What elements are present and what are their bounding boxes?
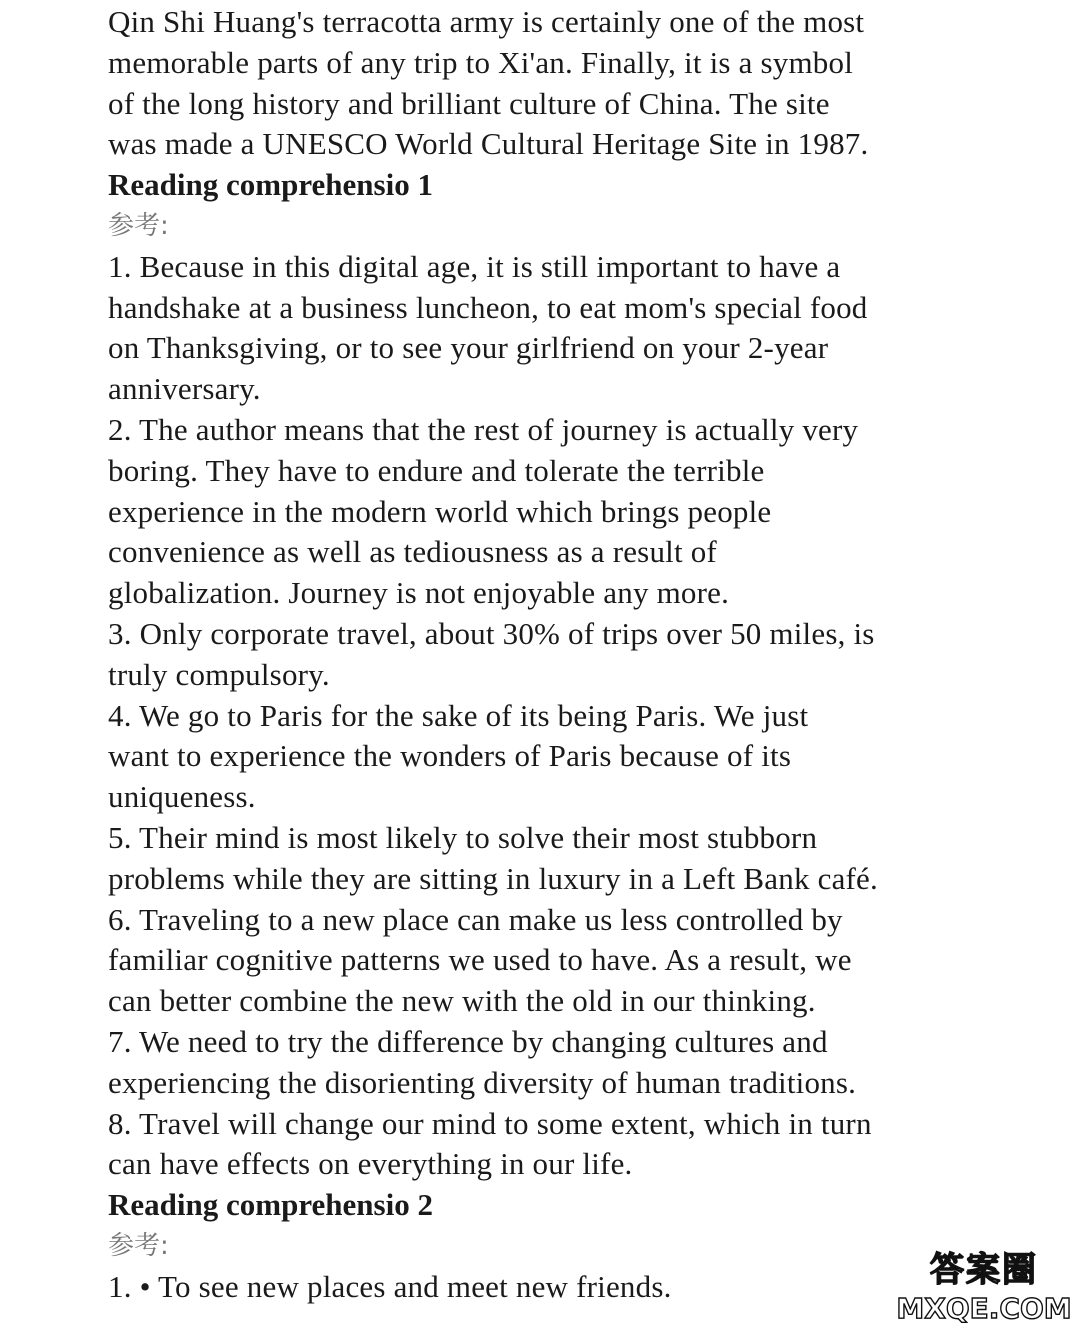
text-line: Qin Shi Huang's terracotta army is certainly one of the most [108,4,865,39]
answer-line: want to experience the wonders of Paris because of its [108,738,792,774]
answer-line: on Thanksgiving, or to see your girlfriend on your 2-year [108,330,829,366]
text-line: memorable parts of any trip to Xi'an. Finally, it is a symbol [108,44,854,80]
answer-line: experience in the modern world which brings people [108,493,772,529]
answer-line: can better combine the new with the old in our thinking. [108,983,816,1019]
answer-line: can have effects on everything in our life. [108,1146,633,1182]
watermark-text-top: 答案圈 [930,1250,1038,1290]
reference-label: 参考: [108,1230,169,1261]
site-watermark-logo [896,1248,1072,1328]
answer-line: familiar cognitive patterns we used to have. As a result, we [108,942,852,978]
section-heading: Reading comprehensio 2 [108,1187,433,1223]
answer-line: 7. We need to try the difference by changing cultures and [108,1023,828,1059]
answer-line: convenience as well as tediousness as a result of [108,534,717,570]
answer-line: 5. Their mind is most likely to solve their most stubborn [108,819,818,855]
answer-line: problems while they are sitting in luxury in a Left Bank café. [108,860,878,896]
answer-line: boring. They have to endure and tolerate the terrible [108,452,765,488]
text-line: of the long history and brilliant culture of China. The site [108,85,830,121]
answer-line: 6. Traveling to a new place can make us less controlled by [108,901,843,937]
answer-line: 1. Because in this digital age, it is still important to have a [108,248,841,284]
answer-line: uniqueness. [108,779,256,815]
answer-line: handshake at a business luncheon, to eat mom's special food [108,289,868,325]
answer-line: 8. Travel will change our mind to some extent, which in turn [108,1105,872,1141]
answer-line: truly compulsory. [108,656,330,692]
answer-line: globalization. Journey is not enjoyable any more. [108,575,730,611]
document-page [108,0,1008,1308]
watermark-text-bottom: MXQE.COM [896,1292,1072,1325]
answer-list [108,247,1008,1185]
answer-line: 2. The author means that the rest of journey is actually very [108,411,859,447]
reference-label: 参考: [108,210,169,241]
answer-line: experiencing the disorienting diversity of human traditions. [108,1064,857,1100]
answer-line: anniversary. [108,371,261,407]
answer-line: 3. Only corporate travel, about 30% of trips over 50 miles, is [108,615,875,651]
answer-line: 1. • To see new places and meet new friends. [108,1268,672,1304]
section-heading: Reading comprehensio 1 [108,167,433,203]
text-line: was made a UNESCO World Cultural Heritage Site in 1987. [108,126,869,162]
answer-line: 4. We go to Paris for the sake of its being Paris. We just [108,697,809,733]
answer-list [108,1267,1008,1308]
intro-paragraph [108,2,1008,165]
